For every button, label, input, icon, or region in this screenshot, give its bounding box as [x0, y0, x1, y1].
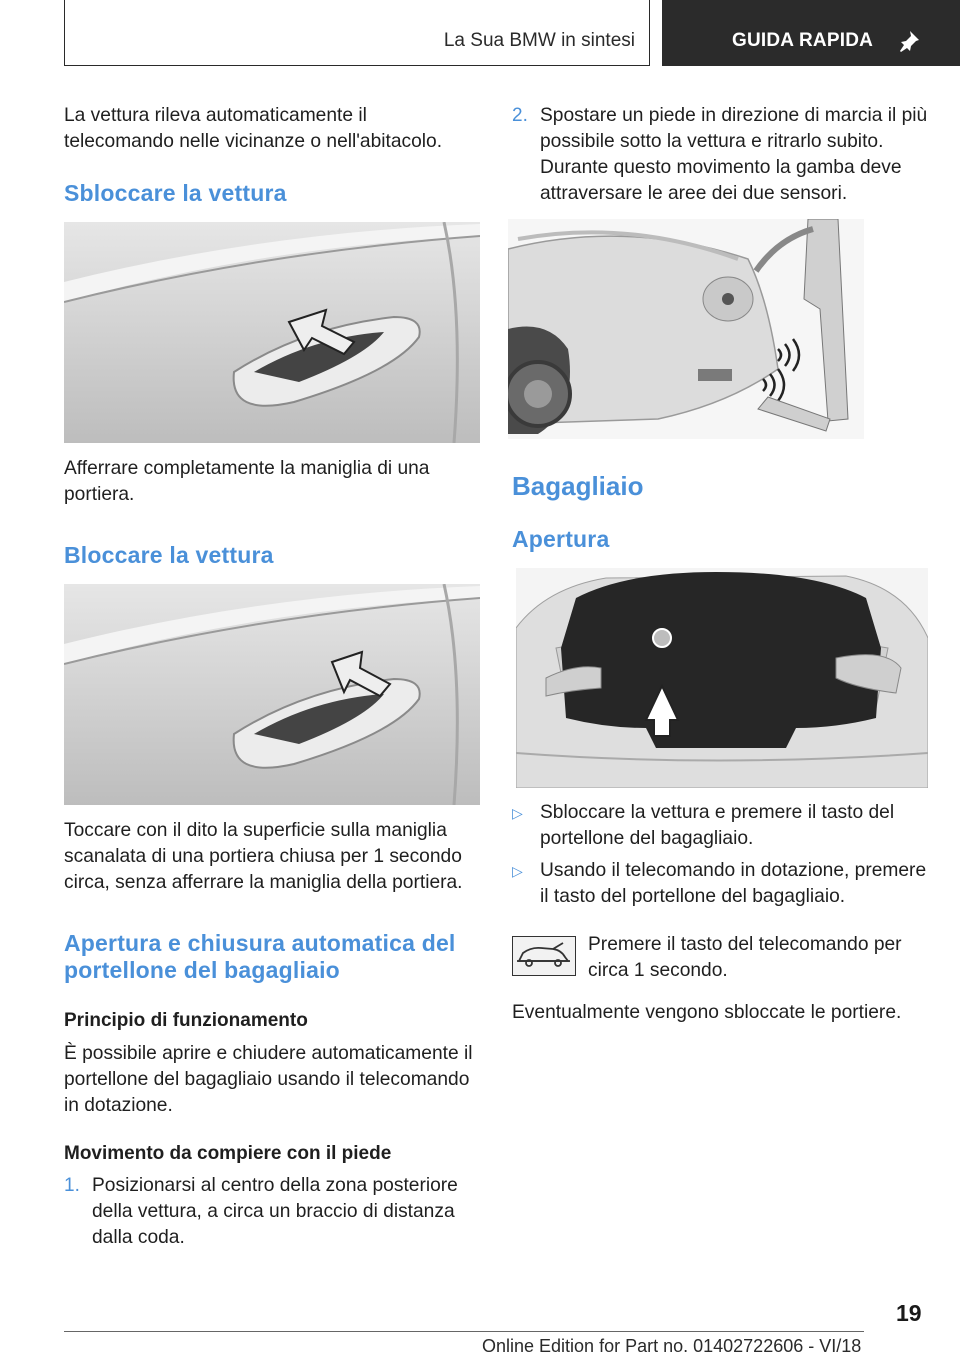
auto-tailgate-heading-line2: portellone del bagagliaio — [64, 957, 340, 983]
door-handle-unlock-image — [64, 222, 480, 443]
bullet-1-text: Sbloccare la vettura e premere il tasto del portellone del bagagliaio. — [540, 802, 895, 849]
intro-paragraph: La vettura rileva automaticamente il telecomando nelle vicinanze o nell'abitacolo. — [64, 105, 443, 152]
principle-text: È possibile aprire e chiudere automaticamente il portellone del bagagliaio usando il telecomando in dotazione. — [64, 1043, 473, 1116]
lock-description: Toccare con il dito la superficie sulla maniglia scanalata di una portiera chiusa per 1 secondo circa, senza afferrare la maniglia della portiera. — [64, 820, 463, 893]
opening-heading: Apertura — [512, 526, 610, 552]
unlock-heading: Sbloccare la vettura — [64, 180, 287, 206]
lock-heading: Bloccare la vettura — [64, 542, 274, 568]
section-title: La Sua BMW in sintesi — [443, 30, 635, 51]
unlock-description: Afferrare completamente la maniglia di una portiera. — [64, 458, 430, 505]
edition-info: Online Edition for Part no. 01402722606 - VI/18 — [482, 1336, 862, 1356]
chapter-tab-label: GUIDA RAPIDA — [732, 30, 874, 51]
foot-sensor-image — [508, 219, 864, 439]
trunk-button-image — [516, 568, 928, 788]
pin-icon — [896, 28, 922, 54]
remote-instruction: Premere il tasto del telecomando per circa 1 secondo. — [588, 934, 902, 981]
final-note: Eventualmente vengono sbloccate le portiere. — [512, 1002, 902, 1023]
auto-tailgate-heading-line1: Apertura e chiusura automatica del — [64, 930, 456, 956]
header-section-box — [64, 0, 650, 66]
footer-divider — [64, 1331, 864, 1332]
principle-heading: Principio di funzionamento — [64, 1010, 308, 1031]
chapter-tab — [662, 0, 960, 66]
bullet-2-marker: ▷ — [512, 863, 523, 879]
step-2-text: Spostare un piede in direzione di marcia il più possibile sotto la vettura e ritrarlo subito. Durante questo movimento la gamba deve attraversare le aree dei due sensori. — [540, 105, 928, 204]
trunk-heading: Bagagliaio — [512, 471, 644, 501]
step-2-number: 2. — [512, 105, 528, 126]
step-1-number: 1. — [64, 1175, 80, 1196]
bullet-2-text: Usando il telecomando in dotazione, premere il tasto del portellone del bagagliaio. — [540, 860, 927, 907]
movement-heading: Movimento da compiere con il piede — [64, 1143, 392, 1164]
car-trunk-remote-icon — [512, 936, 576, 976]
page-number: 19 — [896, 1300, 922, 1326]
door-handle-lock-image — [64, 584, 480, 805]
bullet-1-marker: ▷ — [512, 805, 523, 821]
step-1-text: Posizionarsi al centro della zona posteriore della vettura, a circa un braccio di distanza dalla coda. — [92, 1175, 458, 1248]
